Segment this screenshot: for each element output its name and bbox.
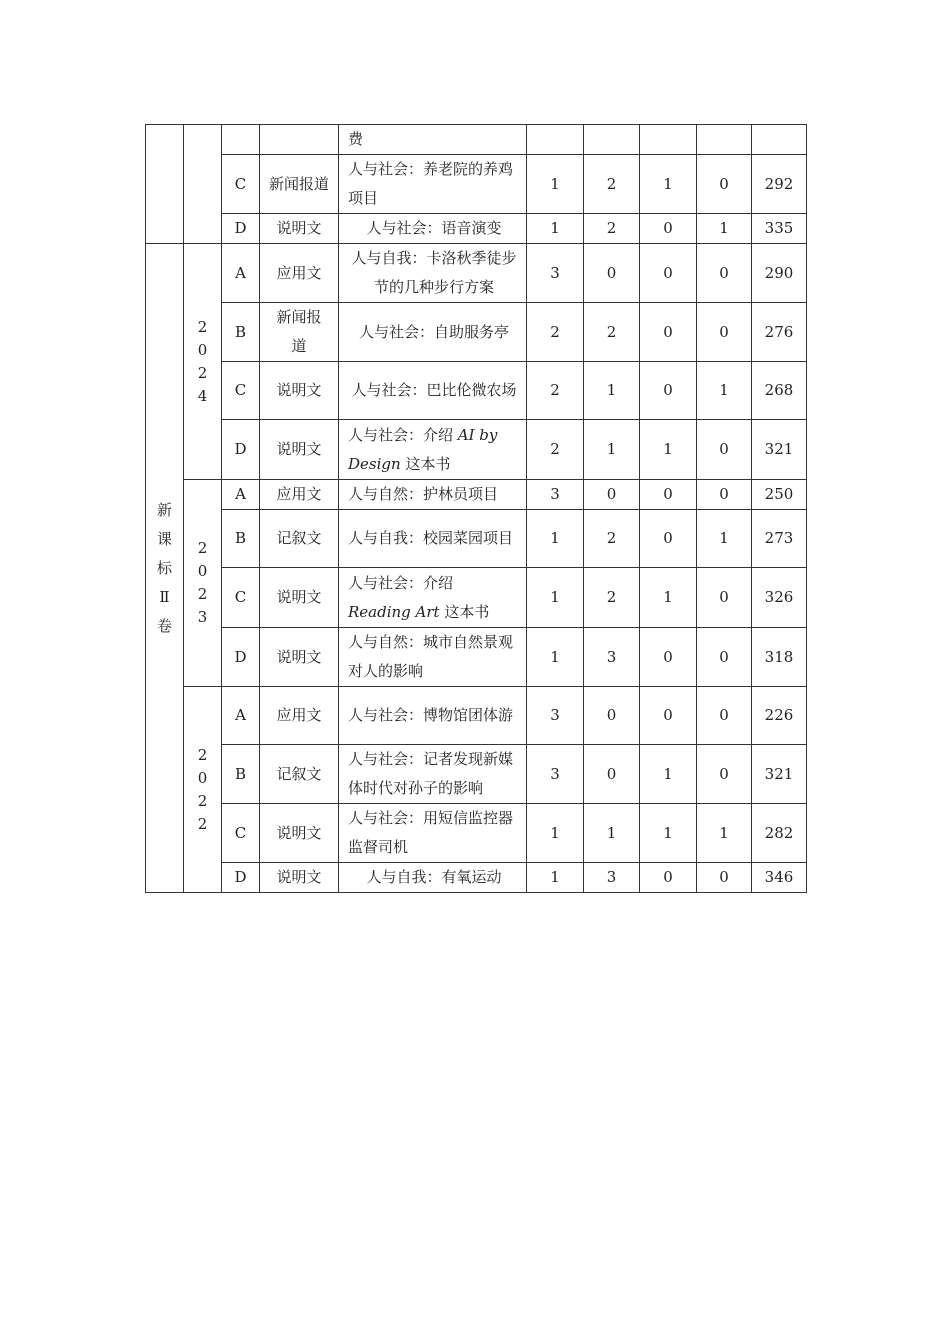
count-cell: 0	[697, 863, 752, 893]
count-cell: 1	[527, 628, 584, 687]
topic-cell: 人与社会：语音演变	[339, 214, 527, 244]
topic-cell: 人与社会：记者发现新媒体时代对孙子的影响	[339, 745, 527, 804]
passage-cell	[222, 125, 260, 155]
topic-text: 人与社会：介绍	[348, 425, 458, 444]
count-cell	[640, 125, 697, 155]
genre-cell: 记叙文	[260, 745, 339, 804]
count-cell: 0	[584, 745, 640, 804]
topic-cell: 人与自我：有氧运动	[339, 863, 527, 893]
count-cell: 3	[584, 628, 640, 687]
passage-cell: C	[222, 568, 260, 628]
topic-cell: 人与社会：博物馆团体游	[339, 687, 527, 745]
table-row	[146, 510, 807, 568]
passage-cell: D	[222, 628, 260, 687]
count-cell: 1	[697, 362, 752, 420]
table-row	[146, 303, 807, 362]
genre-cell: 说明文	[260, 214, 339, 244]
word-count-cell: 276	[752, 303, 807, 362]
topic-cell: 费	[339, 125, 527, 155]
passage-cell: A	[222, 480, 260, 510]
table-row	[146, 420, 807, 480]
count-cell: 1	[527, 155, 584, 214]
year-label: 2022	[197, 745, 208, 833]
genre-cell: 说明文	[260, 568, 339, 628]
count-cell: 0	[697, 420, 752, 480]
count-cell: 2	[584, 303, 640, 362]
topic-text: 人与社会：介绍	[348, 573, 454, 592]
table-row	[146, 863, 807, 893]
count-cell: 1	[640, 804, 697, 863]
year-cell-2024	[184, 244, 222, 480]
count-cell: 2	[584, 568, 640, 628]
count-cell: 3	[527, 745, 584, 804]
genre-cell: 说明文	[260, 804, 339, 863]
count-cell	[584, 125, 640, 155]
table-row	[146, 804, 807, 863]
count-cell: 2	[527, 303, 584, 362]
genre-cell: 说明文	[260, 420, 339, 480]
passage-cell: C	[222, 362, 260, 420]
genre-cell: 说明文	[260, 863, 339, 893]
count-cell: 0	[697, 480, 752, 510]
count-cell: 0	[640, 244, 697, 303]
count-cell: 0	[697, 244, 752, 303]
passage-cell: A	[222, 244, 260, 303]
table-row	[146, 125, 807, 155]
count-cell: 1	[527, 568, 584, 628]
count-cell: 0	[640, 628, 697, 687]
table-row	[146, 568, 807, 628]
passage-cell: C	[222, 155, 260, 214]
exam-cell-prev	[146, 125, 184, 244]
topic-cell	[339, 568, 527, 628]
passage-cell: B	[222, 303, 260, 362]
count-cell: 0	[697, 568, 752, 628]
count-cell: 0	[640, 362, 697, 420]
count-cell: 1	[527, 510, 584, 568]
count-cell: 0	[640, 303, 697, 362]
count-cell: 1	[584, 804, 640, 863]
word-count-cell	[752, 125, 807, 155]
count-cell: 0	[584, 244, 640, 303]
count-cell: 0	[697, 628, 752, 687]
genre-cell	[260, 125, 339, 155]
word-count-cell: 250	[752, 480, 807, 510]
genre-cell	[260, 303, 339, 362]
word-count-cell: 318	[752, 628, 807, 687]
genre-label: 新闻报道	[276, 308, 322, 355]
exam-label-cell	[146, 244, 184, 893]
count-cell: 0	[697, 303, 752, 362]
year-cell-prev	[184, 125, 222, 244]
exam-label: 新课标Ⅱ卷	[157, 500, 173, 635]
passage-cell: A	[222, 687, 260, 745]
count-cell: 0	[640, 480, 697, 510]
word-count-cell: 346	[752, 863, 807, 893]
count-cell: 1	[640, 568, 697, 628]
count-cell: 0	[640, 863, 697, 893]
passage-cell: D	[222, 214, 260, 244]
genre-cell: 说明文	[260, 362, 339, 420]
table-row	[146, 155, 807, 214]
count-cell: 0	[640, 214, 697, 244]
word-count-cell: 321	[752, 420, 807, 480]
genre-cell: 说明文	[260, 628, 339, 687]
table-row	[146, 214, 807, 244]
count-cell: 1	[527, 804, 584, 863]
word-count-cell: 273	[752, 510, 807, 568]
count-cell: 1	[527, 863, 584, 893]
topic-text: 这本书	[400, 454, 451, 473]
count-cell: 2	[527, 362, 584, 420]
count-cell: 0	[697, 687, 752, 745]
count-cell	[527, 125, 584, 155]
count-cell: 3	[527, 480, 584, 510]
genre-cell: 应用文	[260, 480, 339, 510]
count-cell: 3	[527, 687, 584, 745]
table-row	[146, 745, 807, 804]
topic-cell: 人与社会：养老院的养鸡项目	[339, 155, 527, 214]
word-count-cell: 292	[752, 155, 807, 214]
topic-cell: 人与自我：校园菜园项目	[339, 510, 527, 568]
passage-cell: C	[222, 804, 260, 863]
topic-cell: 人与社会：自助服务亭	[339, 303, 527, 362]
word-count-cell: 335	[752, 214, 807, 244]
topic-cell: 人与社会：巴比伦微农场	[339, 362, 527, 420]
count-cell: 2	[584, 214, 640, 244]
count-cell: 1	[640, 420, 697, 480]
book-title: Reading Art	[348, 602, 440, 621]
passage-cell: B	[222, 745, 260, 804]
word-count-cell: 226	[752, 687, 807, 745]
word-count-cell: 321	[752, 745, 807, 804]
count-cell: 3	[584, 863, 640, 893]
table-row	[146, 628, 807, 687]
word-count-cell: 268	[752, 362, 807, 420]
genre-cell: 新闻报道	[260, 155, 339, 214]
topic-cell	[339, 420, 527, 480]
word-count-cell: 326	[752, 568, 807, 628]
year-cell-2023	[184, 480, 222, 687]
count-cell: 0	[697, 155, 752, 214]
count-cell: 1	[640, 155, 697, 214]
count-cell: 2	[527, 420, 584, 480]
year-label: 2023	[197, 539, 208, 626]
count-cell: 0	[640, 510, 697, 568]
word-count-cell: 290	[752, 244, 807, 303]
count-cell: 1	[697, 214, 752, 244]
table-row	[146, 244, 807, 303]
topic-cell: 人与自我：卡洛秋季徒步节的几种步行方案	[339, 244, 527, 303]
count-cell: 1	[697, 510, 752, 568]
book-title: AI by Design	[348, 425, 498, 473]
word-count-cell: 282	[752, 804, 807, 863]
genre-cell: 记叙文	[260, 510, 339, 568]
count-cell: 2	[584, 155, 640, 214]
exam-analysis-table	[145, 124, 807, 893]
count-cell: 0	[584, 687, 640, 745]
count-cell: 0	[584, 480, 640, 510]
count-cell: 1	[697, 804, 752, 863]
topic-cell: 人与自然：护林员项目	[339, 480, 527, 510]
count-cell: 3	[527, 244, 584, 303]
count-cell: 0	[697, 745, 752, 804]
passage-cell: D	[222, 863, 260, 893]
year-cell-2022	[184, 687, 222, 893]
count-cell: 1	[527, 214, 584, 244]
genre-cell: 应用文	[260, 244, 339, 303]
year-label: 2024	[197, 317, 208, 405]
topic-cell: 人与自然：城市自然景观对人的影响	[339, 628, 527, 687]
genre-cell: 应用文	[260, 687, 339, 745]
count-cell: 0	[640, 687, 697, 745]
topic-cell: 人与社会：用短信监控器监督司机	[339, 804, 527, 863]
table-row	[146, 687, 807, 745]
passage-cell: B	[222, 510, 260, 568]
passage-cell: D	[222, 420, 260, 480]
count-cell: 2	[584, 510, 640, 568]
count-cell: 1	[584, 420, 640, 480]
table-row	[146, 362, 807, 420]
table-row	[146, 480, 807, 510]
count-cell	[697, 125, 752, 155]
count-cell: 1	[584, 362, 640, 420]
topic-text: 这本书	[439, 602, 490, 621]
count-cell: 1	[640, 745, 697, 804]
